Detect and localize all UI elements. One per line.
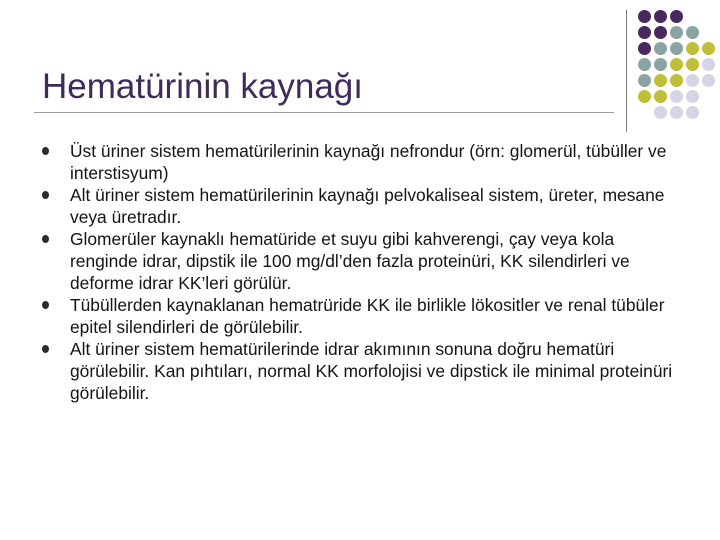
decorative-dot — [686, 26, 699, 39]
bullet-icon — [42, 235, 49, 243]
decorative-dot — [686, 42, 699, 55]
decorative-dot — [670, 74, 683, 87]
decorative-dot — [702, 42, 715, 55]
decorative-dot — [638, 10, 651, 23]
bullet-text: Üst üriner sistem hematürilerinin kaynağı nefrondur (örn: glomerül, tübüller ve interstisyum) — [70, 141, 667, 183]
decorative-dot — [686, 58, 699, 71]
bullet-icon — [42, 191, 49, 199]
bullet-text: Glomerüler kaynaklı hematüride et suyu gibi kahverengi, çay veya kola renginde idrar, dipstik ile 100 mg/dl’den fazla proteinüri, KK silendirleri ve deforme idrar KK’leri görülür. — [70, 229, 630, 293]
decorative-dot — [670, 58, 683, 71]
decorative-dot — [654, 10, 667, 23]
decorative-dot — [638, 90, 651, 103]
bullet-icon — [42, 301, 49, 309]
decorative-dot — [638, 42, 651, 55]
decorative-dot — [638, 26, 651, 39]
decorative-dot — [702, 74, 715, 87]
decorative-dot — [670, 10, 683, 23]
decorative-dot — [686, 74, 699, 87]
bullet-item — [42, 294, 682, 338]
decorative-dot — [654, 106, 667, 119]
vertical-divider — [626, 10, 627, 132]
decorative-dot — [670, 90, 683, 103]
decorative-dot — [670, 106, 683, 119]
decorative-dot — [686, 90, 699, 103]
decorative-dot — [654, 90, 667, 103]
decorative-dot-grid — [638, 10, 718, 124]
bullet-item — [42, 184, 682, 228]
decorative-dot — [654, 58, 667, 71]
decorative-dot — [654, 42, 667, 55]
bullet-text: Tübüllerden kaynaklanan hematrüride KK ile birlikle lökositler ve renal tübüler epitel silendirleri de görülebilir. — [70, 295, 665, 337]
bullet-icon — [42, 147, 49, 155]
slide-title: Hematürinin kaynağı — [42, 67, 363, 106]
bullet-text: Alt üriner sistem hematürilerinin kaynağı pelvokaliseal sistem, üreter, mesane veya üretradır. — [70, 185, 665, 227]
bullet-icon — [42, 345, 49, 353]
bullet-item — [42, 228, 682, 294]
decorative-dot — [654, 26, 667, 39]
decorative-dot — [670, 42, 683, 55]
title-divider — [34, 112, 614, 113]
bullet-item — [42, 140, 682, 184]
decorative-dot — [702, 58, 715, 71]
decorative-dot — [638, 58, 651, 71]
decorative-dot — [686, 106, 699, 119]
bullet-list — [42, 140, 682, 404]
decorative-dot — [670, 26, 683, 39]
decorative-dot — [638, 74, 651, 87]
bullet-text: Alt üriner sistem hematürilerinde idrar akımının sonuna doğru hematüri görülebilir. Kan pıhtıları, normal KK morfolojisi ve dipstick ile minimal proteinüri görülebilir. — [70, 339, 673, 403]
bullet-item — [42, 338, 682, 404]
decorative-dot — [654, 74, 667, 87]
